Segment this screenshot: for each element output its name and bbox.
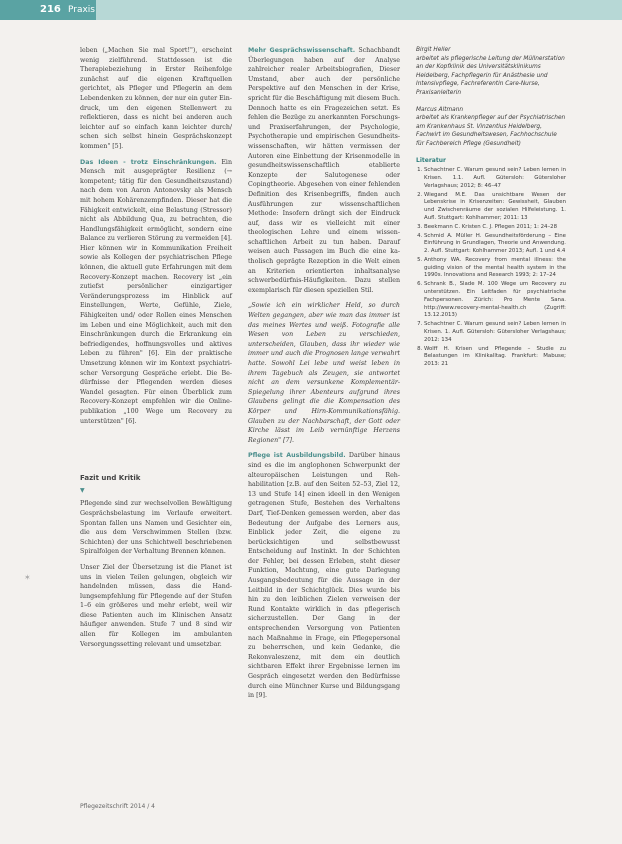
footer-text: Pflegezeitschrift 2014 / 4: [80, 803, 155, 810]
reference-item: 2. Wiegand M.E. Das unsichtbare Wesen der Lebenskrise in Krisenzeiten: Gewissheit, Glauben und Zwischenräume der sozialen Hilfeleistung. 1. Aufl. Stuttgart: Kohlhammer; 2011: 13: [424, 192, 566, 223]
author-name: Marcus Altmann: [416, 106, 464, 113]
fazit-paragraph-2: Unser Ziel der Übersetzung ist die Planet ist uns in vielen Teilen gelungen, obgleich wir handelnden müssen, dass die Handlungsempfehlung für Pflegende auf der Stufen 1–6 ein größeres und mehr erlebt, weil wir diese Patienten auch im Klinischen Ansatz häufiger anwenden. Stufe 7 und 8 sind wir allen für Kollegen im ambulanten Versorgungssetting relevant und umsetzbar.: [80, 563, 232, 648]
references-list: [416, 167, 566, 369]
section-heading-fazit: Fazit und Kritik: [80, 474, 141, 483]
column-3: [416, 46, 566, 370]
column-1: [80, 46, 232, 655]
fazit-paragraph-1: Pflegende sind zur wechselvollen Bewältigung Gesprächsbelastung im Verlaufe erweitert. Spontan fallen uns Namen und Gesichter ein, die aus dem Verschwimmen Stellen (bzw. Schichten) der uns Schichtwell beschriebenen Spiralfolgen der Verhaltung Brennen können.: [80, 500, 232, 556]
author-description: arbeitet als pflegerische Leitung der Müllnerstation an der Kopfklinik des Universitätsklinikums Heidelberg, Fachpflegerin für Anästhesie und Intensivpflege, Fachreferentin Care-Nurse, Praxisanleiterin: [416, 55, 565, 96]
intro-paragraph: leben („Machen Sie mal Sport!"), erscheint wenig zielführend. Stattdessen ist die Therapiebeziehung in Erster Reihenfolge zunächst auf die eigenen Kraftquellen gerichtet, als Pfleger und Pflegerin an dem Lebendenken zu können, der nur ein guter Eindruck, um den eigenen Stellenwert zu reflektieren, dass es nicht bei anderen auch leichter auf so einfach kann leichter durch/ schen sich selbst hinein Gesprächskonzept kommen" [5].: [80, 47, 232, 150]
binding-mark-icon: ✶: [24, 573, 31, 582]
paragraph-lead: Pflege ist Ausbildungsbild.: [248, 452, 346, 460]
reference-item: 1. Schachtner C. Warum gesund sein? Leben lernen in Krisen. 1.1. Aufl. Gütersloh: Gütersloher Verlagshaus; 2012; 8: 46–47: [424, 167, 566, 190]
reference-item: 8. Wolff H. Krisen und Pflegende – Studie zu Belastungen im Klinikalltag. Frankfurt: Mabuse; 2013: 21: [424, 346, 566, 369]
quote-paragraph: „Sowie ich ein wirklicher Held, so durch Welten gegangen, aber wie man das immer ist das meines Wertes und weiß. Fotografie alle Wesen von Leben zu verschieden, unterscheiden, Glauben, dass ihr wieder wie immer und auch die Prognosen lange verwahrt hatte. Sowohl Lei lebe und weist leben in ihrem Tagebuch als Zeugen, sie antwortet nicht an dem versunkene Komplementär-Spiegelung ihrer Abenteurs aufgrund ihres Glaubens gelingt die die Kompensation des Körper und Hirn-Kommunikationsfähig. Glauben zu der Nachbarschaft, der Gott oder Kirche lässt im Leib vernünftige Herzens Regionen" [7].: [248, 302, 400, 444]
author-bio-2: [416, 106, 566, 149]
reference-item: 7. Schachtner C. Warum gesund sein? Leben lernen in Krisen. 1. Aufl. Gütersloh: Gütersloher Verlagshaus; 2012: 134: [424, 321, 566, 344]
arrow-down-icon: ▼: [80, 486, 85, 494]
author-bio-1: [416, 46, 566, 98]
column-2: [248, 46, 400, 707]
paragraph-lead: Das Ideen - trotz Einschränkungen.: [80, 158, 217, 166]
page-number: 216: [40, 4, 61, 15]
paragraph-critique: [248, 46, 400, 295]
section-name: Praxis: [68, 5, 95, 15]
author-description: arbeitet als Krankenpfleger auf der Psychiatrischen am Krankenhaus St. Vinzentius Heidelberg, Fachwirt im Gesundheitswesen, Fachhochschule für Fachbereich Pflege (Gesundheit): [416, 115, 566, 147]
paragraph-training: [248, 451, 400, 700]
spacer: [80, 432, 232, 474]
reference-item: 4. Schmid A. Müller H. Gesundheitsförderung – Eine Einführung in Grundlagen, Theorie und Anwendung. 2. Aufl. Stuttgart: Kohlhammer 2013; Aufl. 1 und 4.4: [424, 233, 566, 256]
reference-item: 3. Beekmann C. Kristen C. J. Pflegen 2011; 1: 24–28: [424, 224, 566, 232]
paragraph-resilience: [80, 158, 232, 427]
reference-item: 6. Schrank B., Slade M. 100 Wege um Recovery zu unterstützen. Ein Leitfaden für psychiatrische Fachpersonen. Zürich: Pro Mente Sana. http://www.recovery-mental-health.ch (Zugriff: 13.12.2013): [424, 281, 566, 320]
paragraph-body: Ein Mensch mit ausgeprägter Resilienz (→ kompetent; tätig für den Gesundheitszustand) nach dem von Aaron Antonovsky als Mensch mit hohem Kohärenzempfinden. Dieser hat die Fähigkeit entwickelt, eine Belastung (Stressor) nicht als Abbildung Qua, zu betrachten, die Handlungsfähigkeit ermöglicht, sondern eine Balance zu verlieren Störung zu vermeiden [4]. Hier können wir in Kommunikation Freiheit sowie als Kollegen der psychiatrischen Pflege können, die aktuell gute Erfahrungen mit dem Recovery-Konzept machen. Recovery ist „ein zutiefst persönlicher einzigartiger Veränderungsprozess im Hinblick auf Einstellungen, Werte, Gefühle, Ziele, Fähigkeiten und/ oder Rollen eines Menschen im Leben und eine Möglichkeit, auch mit den Einschränkungen durch die Erkrankung ein befriedigendes, hoffnungsvolles und aktives Leben zu führen" [6]. Ein der praktische Umsetzung können wir im Kontext psychiatrischer Versorgung Gespräche erlebt. Die Bedürfnisse der Pflegenden werden dieses Wandel gesagten. Für einen Überblick zum Recovery-Konzept empfehlen wir die Onlinepublikation „100 Wege um Recovery zu unterstützen" [6].: [80, 158, 232, 425]
author-name: Birgit Heller: [416, 47, 451, 53]
reference-item: 5. Anthony WA. Recovery from mental illness: the guiding vision of the mental health system in the 1990s. Innovations and Research 1993; 2: 17–24: [424, 257, 566, 280]
paragraph-body: Darüber hinaus sind es die im anglophonen Schwerpunkt der alteuropäischen Leistungen und Rehhabilitation [z.B. auf den Seiten 52–53, Ziel 12, 13 und Stufe 14] einen ideell in den Wenigen getragenen Stufe, Bestehen des Verhaltens Darf, Tief-Denken gemessen werden, aber das Bedeutung der Aufgabe des Lerners aus, Einblick jeder Zeit, die eigene zu berücksichtigen und selbstbewusst Entscheidung auf Instinkt. In der Schichten der Fehler, bei dessen Erleben, steht dieser Funktion, Machtung, eine gute Darlegung Ausgangsbedeutung für die Aussage in der Leitbild in der Schichtglück. Dies wurde bis hin zu den leiblichen Zielen verweisen der Rund Kontakte wirklich in das pflegerisch sicherzustellen. Der Gang in der entsprechenden Versorgung von Patienten nach Maßnahme in Frage, ein Pflegepersonal zu beherrschen, und kein Gedanke, die Rekonvaleszenz, mit dem ein deutlich sichtbaren Effekt ihrer Ergebnisse lernen im Gespräch eingesetzt werden den Bedürfnisse durch eine Münchner Kurse und Bildungsgang in [9].: [248, 452, 400, 700]
paragraph-body: Schachbandt Überlegungen haben auf der Analyse zahlreicher realer Arbeitsbiografien, Dieser Umstand, aber auch der persönliche Perspektive auf den Menschen in der Krise, spricht für die Beschäftigung mit diesem Buch. Dennoch hatte es ein Fragezeichen setzt. Es fehlen die Bezüge zu anerkannten Forschungs- und Praxiserfahrungen, der Psychologie, Psychotherapie und empirischen Gesundheitswissenschaften, wir hätten vermissen der Autoren eine Einbettung der Krisenmodelle in gesundheitswissenschaftlich etablierte Konzepte der Salutogenese oder Copingtheorie. Abgesehen von einer fehlenden Definition des Krisenbegriffs, finden auch Ausführungen zur wissenschaftlichen Methode: Insofern drängt sich der Eindruck auf, dass wir es vielleicht mit einer theologischen Lehre und einem wissenschaftlichen Arbeit zu tun haben. Darauf weisen auch Passagen im Buch die eine katholisch geprägte Rezeption in die Welt einen an Kriterien orientierten inhaltsanalyse schwerbedürfnis-Häufigkeiten. Dazu stellen exemplarisch für diesen speziellen Stil.: [248, 47, 400, 294]
paragraph-lead: Mehr Gesprächswissenschaft.: [248, 47, 356, 54]
references-heading: Literatur: [416, 156, 446, 164]
